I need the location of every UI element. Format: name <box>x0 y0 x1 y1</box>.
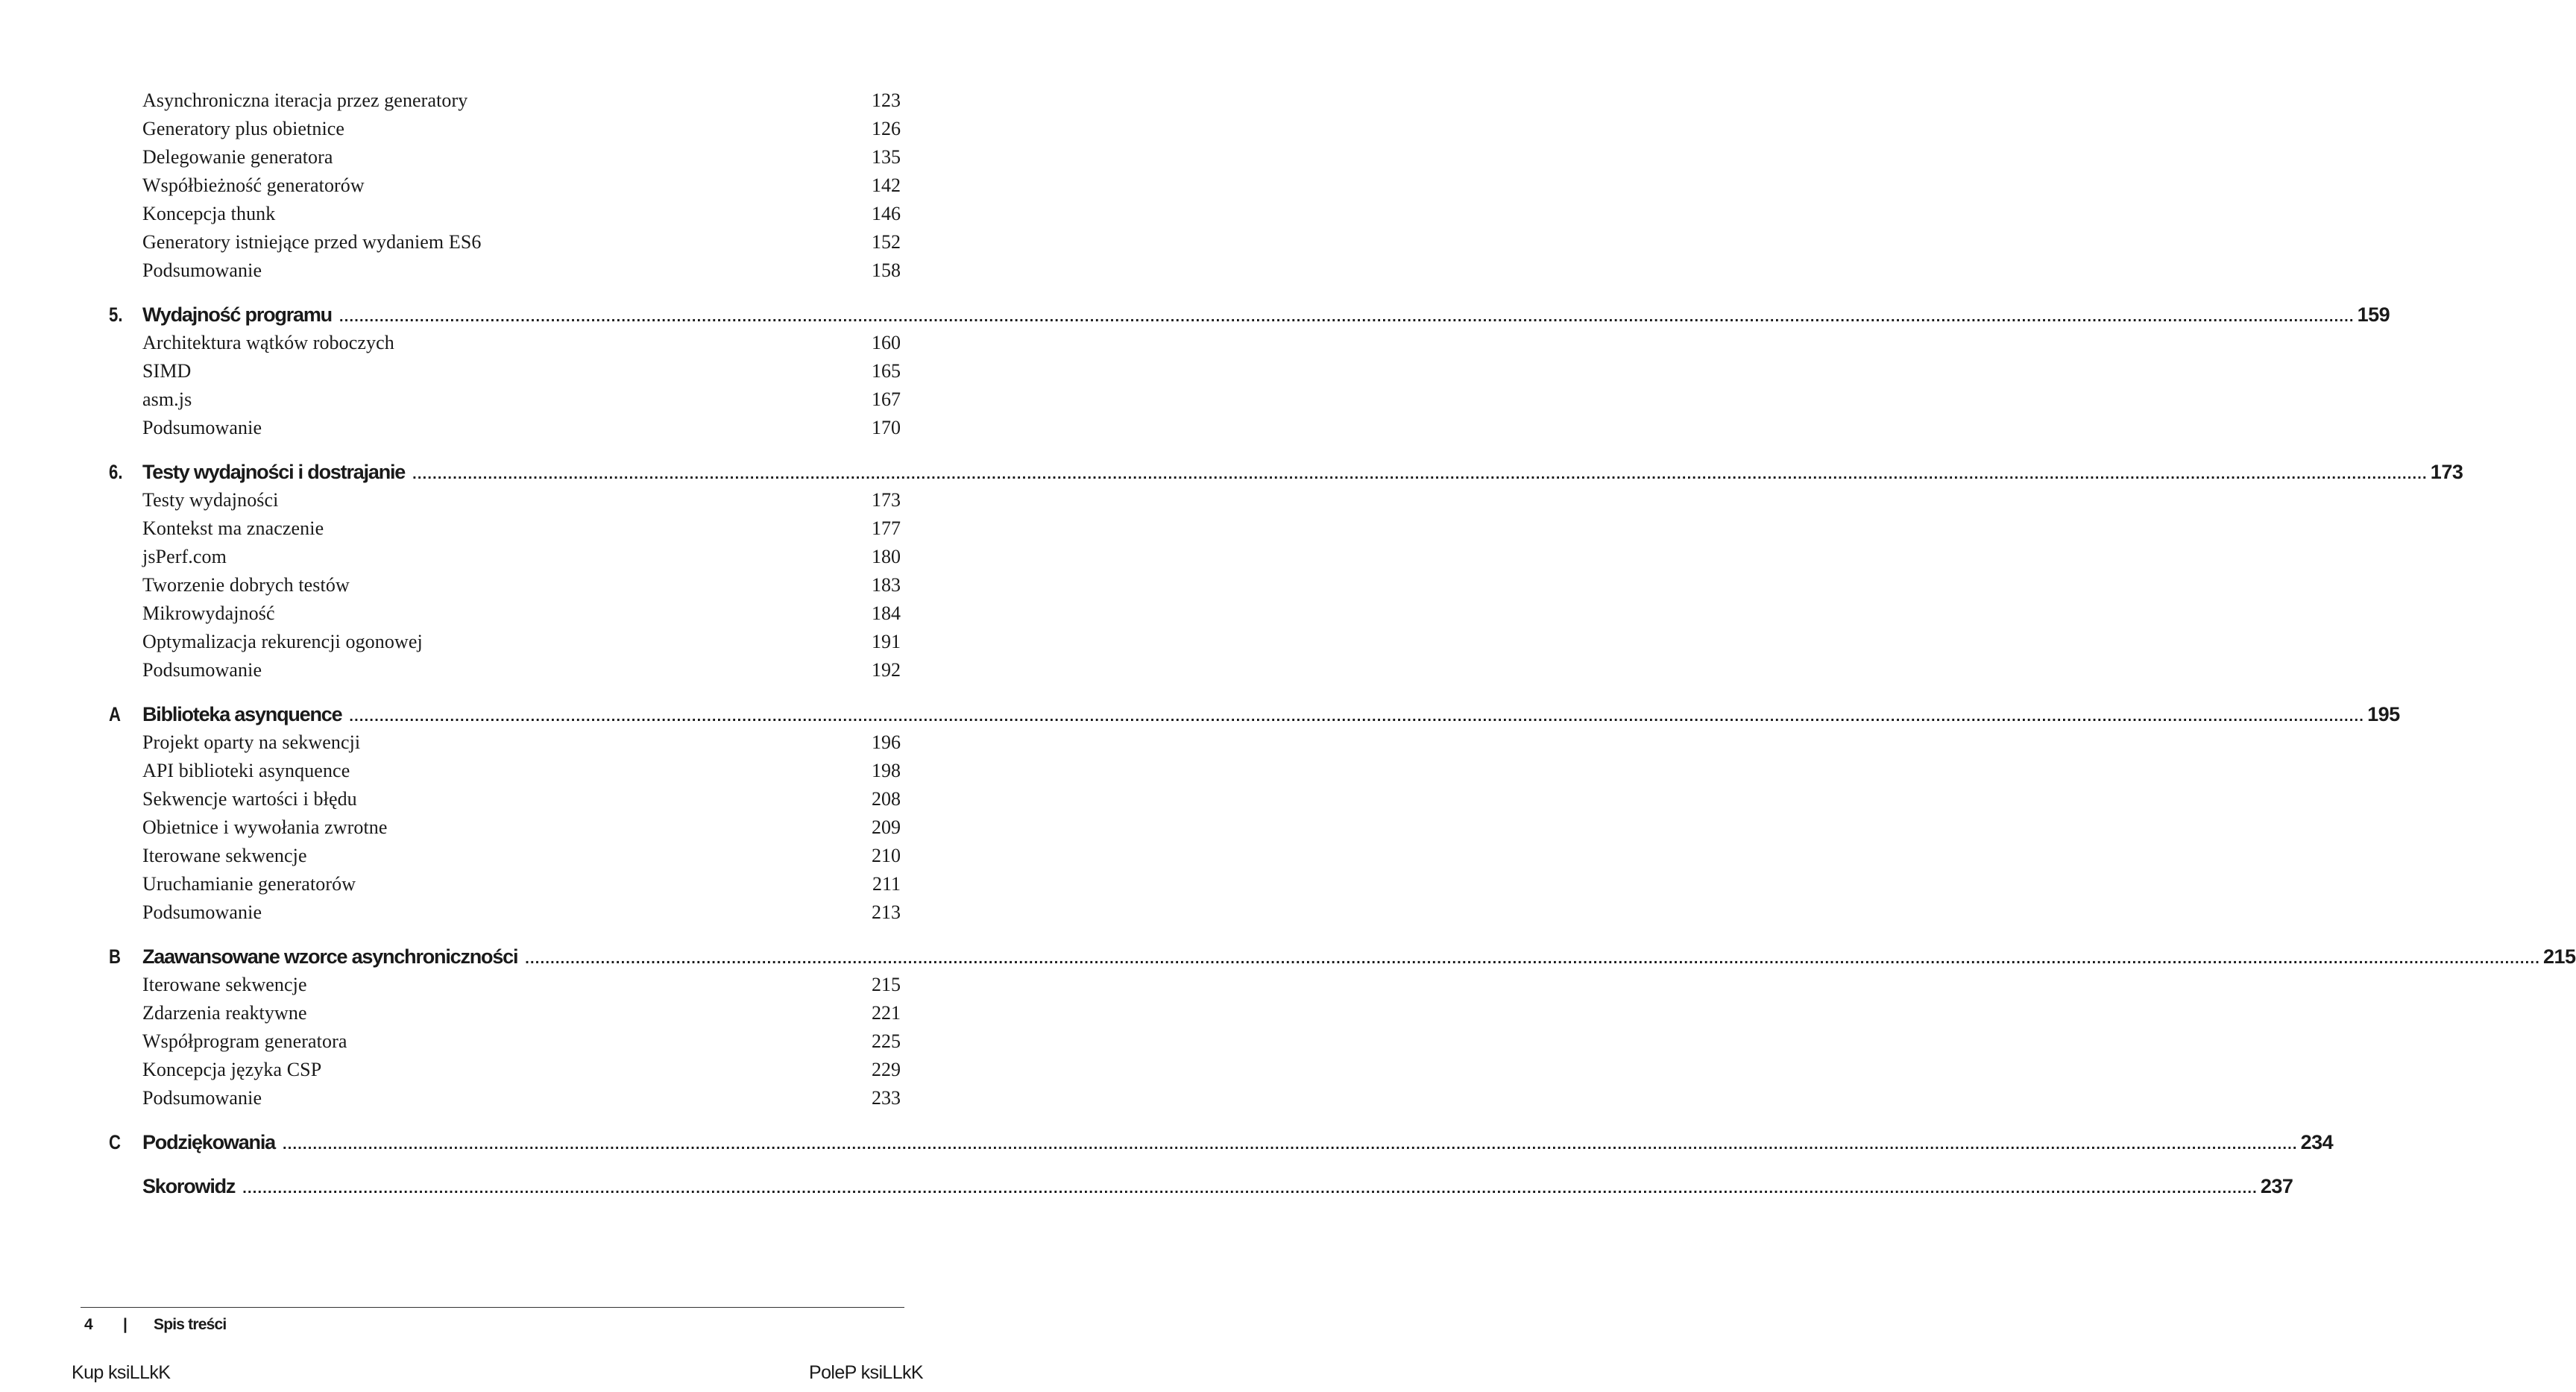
section-page-number: 146 <box>872 203 901 224</box>
chapter-page-number: 215 <box>2542 945 2576 968</box>
section-page-number: 123 <box>872 89 901 111</box>
toc-section-entry[interactable] <box>0 898 986 927</box>
section-page-number: 196 <box>872 731 901 753</box>
toc-section-entry[interactable] <box>0 414 986 442</box>
section-title: Współprogram generatora <box>142 1030 347 1052</box>
section-page-number: 165 <box>872 360 901 382</box>
chapter-page-number: 159 <box>2357 303 2390 326</box>
toc-chapter-entry[interactable] <box>0 1172 2293 1200</box>
toc-section-entry[interactable] <box>0 329 986 357</box>
chapter-number: 5. <box>109 303 123 326</box>
section-page-number: 215 <box>872 974 901 995</box>
section-page-number: 209 <box>872 816 901 838</box>
dot-leader: ................................................................................................................................................................................................................................................................................................................................................................................................................ <box>338 309 2355 325</box>
section-page-number: 192 <box>872 659 901 681</box>
section-page-number: 173 <box>872 489 901 511</box>
toc-section-entry[interactable] <box>0 385 986 414</box>
toc-chapter-entry[interactable] <box>0 458 2463 486</box>
toc-section-entry[interactable] <box>0 86 986 115</box>
toc-section-entry[interactable] <box>0 256 986 285</box>
section-title: Optymalizacja rekurencji ogonowej <box>142 631 423 652</box>
chapter-title: Testy wydajności i dostrajanie <box>142 461 406 483</box>
section-title: SIMD <box>142 360 192 382</box>
toc-section-entry[interactable] <box>0 486 986 514</box>
chapter-leader-line <box>142 1128 2334 1156</box>
toc-section-entry[interactable] <box>0 599 986 628</box>
section-title: Iterowane sekwencje <box>142 974 307 995</box>
dot-leader: ................................................................................................................................................................................................................................................................................................................................................................................................................ <box>412 466 2428 482</box>
dot-leader: ................................................................................................................................................................................................................................................................................................................................................................................................................ <box>242 1180 2258 1197</box>
section-title: Podsumowanie <box>142 1087 262 1109</box>
chapter-title: Skorowidz <box>142 1175 236 1197</box>
dot-leader: ................................................................................................................................................................................................................................................................................................................................................................................................................ <box>349 708 2365 725</box>
chapter-leader-line <box>142 1172 2293 1200</box>
section-page-number: 135 <box>872 146 901 168</box>
toc-section-entry[interactable] <box>0 514 986 543</box>
chapter-leader-line <box>142 942 2576 971</box>
toc-section-entry[interactable] <box>0 842 986 870</box>
section-page-number: 177 <box>872 517 901 539</box>
footer-separator: | <box>123 1316 127 1333</box>
section-page-number: 225 <box>872 1030 901 1052</box>
toc-section-entry[interactable] <box>0 728 986 757</box>
chapter-page-number: 173 <box>2430 461 2463 483</box>
toc-section-entry[interactable] <box>0 757 986 785</box>
chapter-number: A <box>109 703 121 725</box>
section-title: Testy wydajności <box>142 489 279 511</box>
toc-section-entry[interactable] <box>0 1084 986 1112</box>
section-page-number: 167 <box>872 388 901 410</box>
section-title: asm.js <box>142 388 192 410</box>
chapter-title: Biblioteka asynquence <box>142 703 342 725</box>
section-title: Współbieżność generatorów <box>142 174 365 196</box>
section-title: Obietnice i wywołania zwrotne <box>142 816 388 838</box>
dot-leader: ................................................................................................................................................................................................................................................................................................................................................................................................................ <box>282 1136 2298 1153</box>
section-title: Mikrowydajność <box>142 602 275 624</box>
section-page-number: 191 <box>872 631 901 652</box>
section-page-number: 211 <box>872 873 901 895</box>
section-title: Koncepcja języka CSP <box>142 1059 322 1080</box>
section-title: Architektura wątków roboczych <box>142 332 394 353</box>
toc-section-entry[interactable] <box>0 357 986 385</box>
section-title: Uruchamianie generatorów <box>142 873 356 895</box>
chapter-title: Wydajność programu <box>142 303 332 326</box>
buy-book-link[interactable]: Kup ksiLLkK <box>72 1362 171 1383</box>
toc-section-entry[interactable] <box>0 1027 986 1056</box>
section-title: Podsumowanie <box>142 901 262 923</box>
section-page-number: 152 <box>872 231 901 253</box>
section-page-number: 233 <box>872 1087 901 1109</box>
section-page-number: 126 <box>872 118 901 139</box>
section-title: Podsumowanie <box>142 417 262 438</box>
section-page-number: 170 <box>872 417 901 438</box>
toc-section-entry[interactable] <box>0 200 986 228</box>
footer-section-title: Spis treści <box>154 1316 227 1333</box>
chapter-page-number: 237 <box>2260 1175 2293 1197</box>
dot-leader: ................................................................................................................................................................................................................................................................................................................................................................................................................ <box>525 951 2540 967</box>
section-title: Iterowane sekwencje <box>142 845 307 866</box>
section-page-number: 142 <box>872 174 901 196</box>
chapter-leader-line <box>142 458 2463 486</box>
chapter-title: Podziękowania <box>142 1131 275 1153</box>
section-title: Projekt oparty na sekwencji <box>142 731 361 753</box>
section-page-number: 221 <box>872 1002 901 1024</box>
footer-page-number: 4 <box>84 1316 93 1333</box>
toc-section-entry[interactable] <box>0 143 986 171</box>
chapter-page-number: 195 <box>2367 703 2400 725</box>
toc-chapter-entry[interactable] <box>0 300 2390 329</box>
toc-chapter-entry[interactable] <box>0 942 2576 971</box>
section-title: Podsumowanie <box>142 659 262 681</box>
toc-section-entry[interactable] <box>0 785 986 813</box>
section-page-number: 183 <box>872 574 901 596</box>
table-of-contents <box>0 86 2576 1200</box>
section-page-number: 210 <box>872 845 901 866</box>
section-title: Sekwencje wartości i błędu <box>142 788 357 810</box>
section-title: Podsumowanie <box>142 259 262 281</box>
toc-section-entry[interactable] <box>0 870 986 898</box>
toc-section-entry[interactable] <box>0 813 986 842</box>
chapter-leader-line <box>142 700 2400 728</box>
chapter-page-number: 234 <box>2300 1131 2334 1153</box>
toc-section-entry[interactable] <box>0 971 986 999</box>
toc-section-entry[interactable] <box>0 999 986 1027</box>
toc-section-entry[interactable] <box>0 571 986 599</box>
toc-section-entry[interactable] <box>0 656 986 684</box>
chapter-number: B <box>109 945 121 968</box>
section-title: API biblioteki asynquence <box>142 760 350 781</box>
toc-section-entry[interactable] <box>0 543 986 571</box>
section-page-number: 213 <box>872 901 901 923</box>
chapter-title: Zaawansowane wzorce asynchroniczności <box>142 945 518 968</box>
recommend-book-link[interactable]: PoleP ksiLLkK <box>809 1362 923 1383</box>
chapter-leader-line <box>142 300 2390 329</box>
footer-divider <box>81 1307 904 1308</box>
section-page-number: 160 <box>872 332 901 353</box>
toc-chapter-entry[interactable] <box>0 1128 2334 1156</box>
section-title: Koncepcja thunk <box>142 203 276 224</box>
toc-chapter-entry[interactable] <box>0 700 2400 728</box>
toc-section-entry[interactable] <box>0 115 986 143</box>
section-title: jsPerf.com <box>142 546 227 567</box>
section-page-number: 229 <box>872 1059 901 1080</box>
section-title: Tworzenie dobrych testów <box>142 574 350 596</box>
section-page-number: 198 <box>872 760 901 781</box>
section-title: Delegowanie generatora <box>142 146 333 168</box>
section-page-number: 180 <box>872 546 901 567</box>
section-title: Asynchroniczna iteracja przez generatory <box>142 89 468 111</box>
toc-section-entry[interactable] <box>0 171 986 200</box>
section-page-number: 158 <box>872 259 901 281</box>
section-title: Zdarzenia reaktywne <box>142 1002 307 1024</box>
section-title: Generatory plus obietnice <box>142 118 345 139</box>
section-page-number: 184 <box>872 602 901 624</box>
toc-section-entry[interactable] <box>0 628 986 656</box>
chapter-number: 6. <box>109 461 123 483</box>
chapter-number: C <box>109 1131 121 1153</box>
section-page-number: 208 <box>872 788 901 810</box>
toc-section-entry[interactable] <box>0 1056 986 1084</box>
section-title: Generatory istniejące przed wydaniem ES6 <box>142 231 482 253</box>
section-title: Kontekst ma znaczenie <box>142 517 324 539</box>
toc-section-entry[interactable] <box>0 228 986 256</box>
